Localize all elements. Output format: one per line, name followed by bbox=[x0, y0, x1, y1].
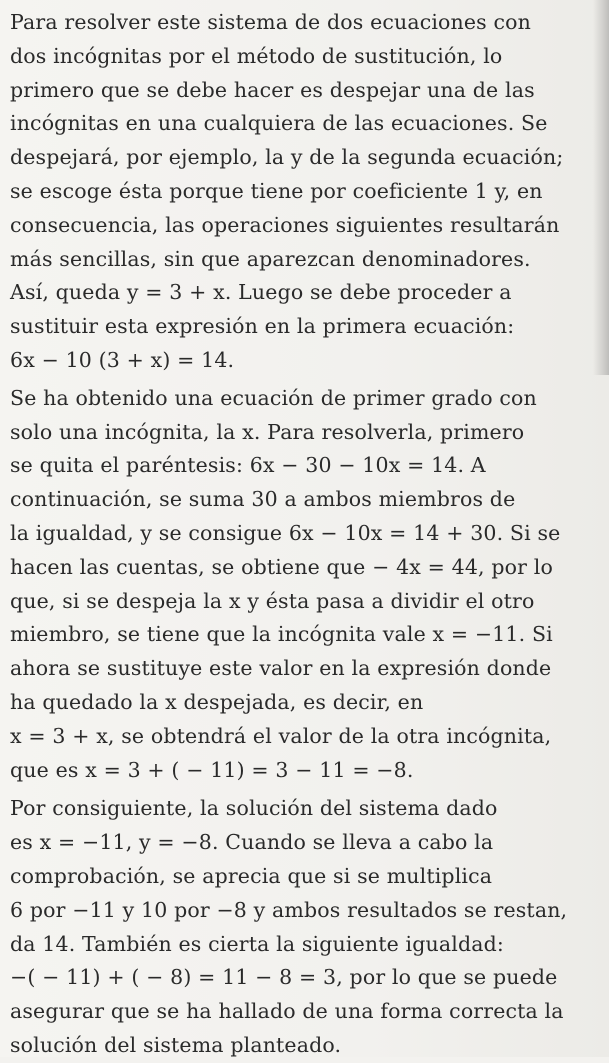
text-line: x = 3 + x, se obtendrá el valor de la otra incógnita, bbox=[10, 723, 552, 748]
text-line: primero que se debe hacer es despejar una de las bbox=[10, 77, 535, 102]
text-line: solo una incógnita, la x. Para resolverla, primero bbox=[10, 419, 525, 444]
document-text bbox=[10, 6, 606, 1063]
text-line: más sencillas, sin que aparezcan denominadores. bbox=[10, 246, 531, 271]
text-line: −( − 11) + ( − 8) = 11 − 8 = 3, por lo que se puede bbox=[10, 965, 558, 990]
text-line: ahora se sustituye este valor en la expresión donde bbox=[10, 656, 552, 681]
text-line: es x = −11, y = −8. Cuando se lleva a cabo la bbox=[10, 830, 494, 855]
text-line: solución del sistema planteado. bbox=[10, 1032, 342, 1057]
text-line: miembro, se tiene que la incógnita vale x = −11. Si bbox=[10, 622, 553, 647]
text-line: da 14. También es cierta la siguiente igualdad: bbox=[10, 931, 504, 956]
text-line: Se ha obtenido una ecuación de primer grado con bbox=[10, 385, 537, 410]
paragraph-2 bbox=[10, 382, 606, 788]
text-line: continuación, se suma 30 a ambos miembros de bbox=[10, 487, 516, 512]
text-line: 6 por −11 y 10 por −8 y ambos resultados se restan, bbox=[10, 897, 568, 922]
paragraph-1 bbox=[10, 6, 606, 378]
paragraph-3 bbox=[10, 792, 606, 1062]
text-line: consecuencia, las operaciones siguientes resultarán bbox=[10, 212, 560, 237]
text-line: dos incógnitas por el método de sustitución, lo bbox=[10, 43, 503, 68]
text-line: ha quedado la x despejada, es decir, en bbox=[10, 689, 424, 714]
text-line: Para resolver este sistema de dos ecuaciones con bbox=[10, 10, 531, 34]
text-line: hacen las cuentas, se obtiene que − 4x = 44, por lo bbox=[10, 554, 553, 579]
text-line: se escoge ésta porque tiene por coeficiente 1 y, en bbox=[10, 178, 543, 203]
text-line: que, si se despeja la x y ésta pasa a dividir el otro bbox=[10, 588, 535, 613]
text-line: comprobación, se aprecia que si se multiplica bbox=[10, 863, 493, 888]
text-line: la igualdad, y se consigue 6x − 10x = 14 + 30. Si se bbox=[10, 520, 561, 545]
text-line: asegurar que se ha hallado de una forma correcta la bbox=[10, 999, 564, 1024]
text-line: Por consiguiente, la solución del sistema dado bbox=[10, 796, 498, 821]
text-line: que es x = 3 + ( − 11) = 3 − 11 = −8. bbox=[10, 757, 414, 782]
text-line: 6x − 10 (3 + x) = 14. bbox=[10, 347, 235, 372]
text-line: se quita el paréntesis: 6x − 30 − 10x = 14. A bbox=[10, 453, 486, 478]
text-line: incógnitas en una cualquiera de las ecuaciones. Se bbox=[10, 111, 548, 136]
text-line: Así, queda y = 3 + x. Luego se debe proceder a bbox=[10, 280, 512, 305]
text-line: despejará, por ejemplo, la y de la segunda ecuación; bbox=[10, 145, 564, 170]
text-line: sustituir esta expresión en la primera ecuación: bbox=[10, 314, 515, 339]
